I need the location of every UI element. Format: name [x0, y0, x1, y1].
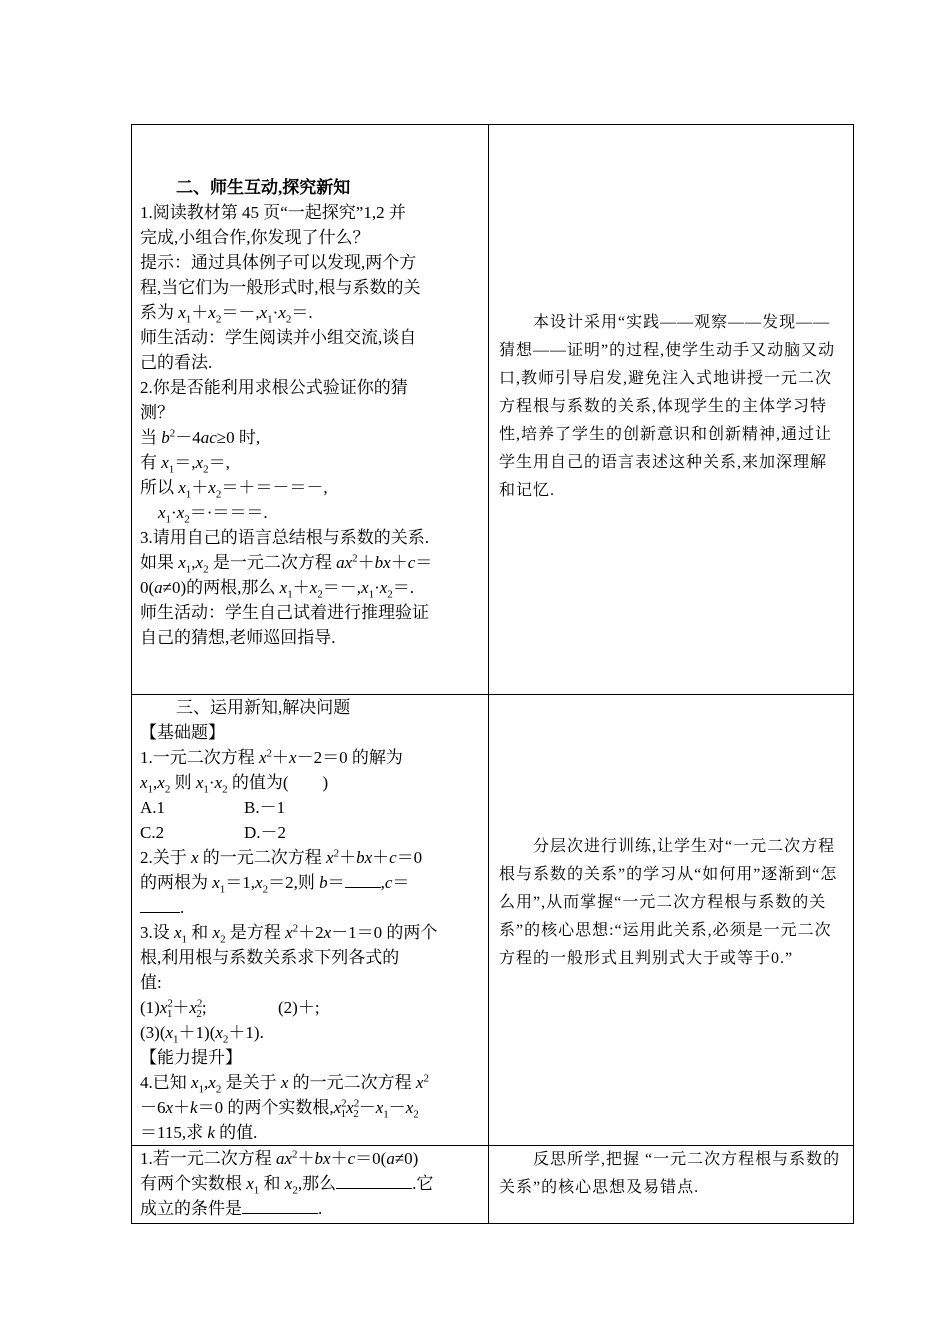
- text-line: 有 $x_1=,x_2=$,: [140, 453, 230, 476]
- text-line: 2.关于 x 的一元二次方程 $x^2+bx+c=0$: [140, 847, 423, 867]
- text-line: 3.设 $x_1$ 和 $x_2$ 是方程 $x^2+2x-1=0$ 的两个: [140, 922, 438, 946]
- text-line: 的两根为 $x_1=1,x_2=2$,则 b＝ ,c＝: [140, 873, 410, 896]
- text-line: 完成,小组合作,你发现了什么？: [140, 228, 370, 247]
- text-line: $x_1,x_2$ 则 $x_1\cdot x_2$ 的值为( ): [140, 773, 329, 796]
- text-line: 1.阅读教材第 45 页“一起探究”1,2 并: [140, 203, 406, 222]
- text-line: $(1)x^2_1+x^2_2$; (2)＋;: [140, 997, 320, 1021]
- text-line: 系为 $x_1+x_2=-,x_1\cdot x_2=$.: [140, 303, 313, 326]
- choice-row: C.2 D.－2: [140, 823, 287, 842]
- text-line: 师生活动：学生阅读并小组交流,谈自: [140, 328, 417, 347]
- text-line: 有两个实数根 $x_1$ 和 $x_2$,那么 .它: [140, 1174, 434, 1197]
- text-line: 3.请用自己的语言总结根与系数的关系.: [140, 528, 429, 547]
- text-line: $x_1\cdot x_2=\cdot===$.: [158, 503, 268, 526]
- text-line: $(3)(x_1+1)(x_2+1)$.: [140, 1023, 264, 1046]
- text-line: 值:: [140, 973, 162, 992]
- text-line: 所以 $x_1+x_2=+=-=-$,: [140, 478, 328, 501]
- design-note-text: 本设计采用“实践——观察——发现——猜想——证明”的过程,使学生动手又动脑又动口,教师引导启发,避免注入式地讲授一元二次方程根与系数的关系,体现学生的主体学习特性,培养了学生的创新意识和创新精神,通过让学生用自己的语言表述这种关系,来加深理解和记忆.: [499, 314, 836, 499]
- text-line: .: [140, 895, 484, 920]
- text-line: 师生活动：学生自己试着进行推理验证: [140, 603, 429, 622]
- design-note-cell-3: [489, 1146, 854, 1224]
- text-line: 如果 $x_1,x_2$ 是一元二次方程 $ax^2+bx+c=$: [140, 552, 433, 576]
- text-line: ＝115,求 k 的值.: [140, 1123, 258, 1142]
- text-line: 提示：通过具体例子可以发现,两个方: [140, 253, 417, 272]
- text-line: 成立的条件是 .: [140, 1199, 323, 1218]
- text-line: －6x＋k＝0 的两个实数根$,x^2_1x^2_2-x_1-x_2$: [140, 1097, 419, 1121]
- text-line: 1.若一元二次方程 $ax^2+bx+c=0(a\ne 0)$: [140, 1148, 419, 1168]
- subheading-advanced: 【能力提升】: [140, 1048, 242, 1067]
- section-heading-2: 二、师生互动,探究新知: [176, 178, 351, 197]
- text-line: 0(a≠0)的两根,那么 $x_1+x_2=-,x_1\cdot x_2=$.: [140, 578, 415, 601]
- text-line: 根,利用根与系数关系求下列各式的: [140, 948, 400, 967]
- text-line: 程,当它们为一般形式时,根与系数的关: [140, 278, 421, 297]
- text-line: 测？: [140, 403, 174, 422]
- text-line: 自己的猜想,老师巡回指导.: [140, 628, 336, 647]
- text-line: 2.你是否能利用求根公式验证你的猜: [140, 378, 408, 397]
- choice-row: A.1 B.－1: [140, 798, 286, 817]
- text-line: 4.已知 $x_1,x_2$ 是关于 x 的一元二次方程 $x^2$: [140, 1072, 429, 1096]
- text-line: 1.一元二次方程 $x^2+x-2=0$ 的解为: [140, 747, 403, 767]
- subheading-basic: 【基础题】: [140, 723, 225, 742]
- design-note-text: 反思所学,把握 “一元二次方程根与系数的关系”的核心思想及易错点.: [499, 1151, 841, 1196]
- activity-cell-1: [132, 125, 489, 695]
- text-line: 当 $b^2-4ac\ge 0$ 时,: [140, 427, 261, 447]
- design-note-text: 分层次进行训练,让学生对“一元二次方程根与系数的关系”的学习从“如何用”逐渐到“怎么用”,从而掌握“一元二次方程根与系数的关系”的核心思想:“运用此关系,必须是一元二次方程的一般形式且判别式大于或等于0.”: [499, 838, 838, 967]
- design-note-cell-2: [489, 695, 854, 1146]
- design-note-cell-1: [489, 125, 854, 695]
- lesson-table: [131, 124, 854, 1224]
- text-line: 己的看法.: [140, 353, 213, 372]
- activity-cell-2: [132, 695, 489, 1146]
- activity-cell-3: [132, 1146, 489, 1224]
- section-heading-3: 三、运用新知,解决问题: [176, 698, 351, 717]
